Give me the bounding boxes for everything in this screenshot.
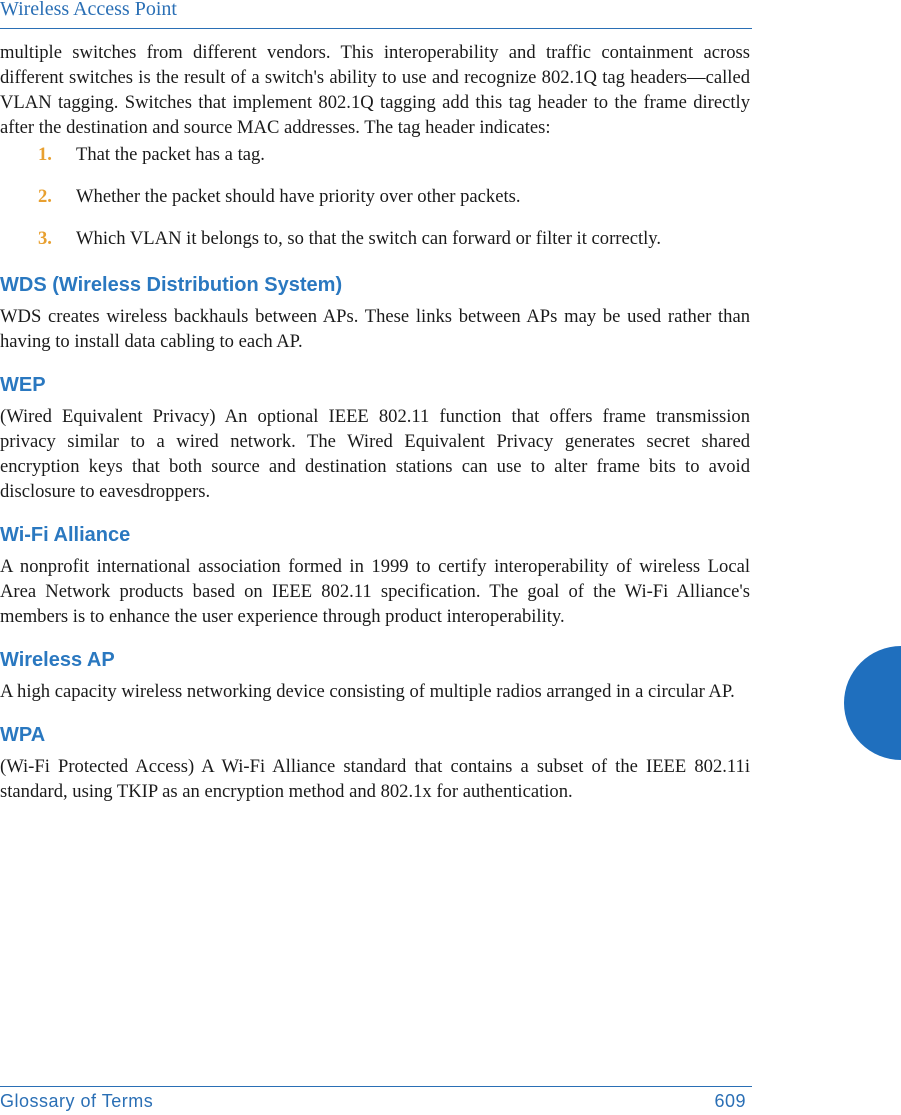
term-definition: A nonprofit international association formed in 1999 to certify interoperability of wireless Local Area Network products based on IEEE 802.11 specification. The goal of the Wi-Fi Alliance's members is to enhance the user experience through product interoperability.	[0, 556, 750, 627]
list-item-text: Which VLAN it belongs to, so that the switch can forward or filter it correctly.	[76, 228, 662, 249]
glossary-entry-wep	[0, 372, 750, 504]
glossary-entry-wpa	[0, 722, 750, 804]
term-definition: (Wired Equivalent Privacy) An optional IEEE 802.11 function that offers frame transmission privacy similar to a wired network. The Wired Equivalent Privacy generates secret shared encryption keys that both source and destination stations can use to alter frame bits to avoid disclosure to eavesdroppers.	[0, 406, 750, 502]
glossary-entry-wifi-alliance	[0, 522, 750, 629]
glossary-entry-wds	[0, 272, 750, 354]
list-number: 3.	[38, 228, 52, 249]
intro-paragraph: multiple switches from different vendors. This interoperability and traffic containment across different switches is the result of a switch's ability to use and recognize 802.1Q tag headers—called VLAN tagging. Switches that implement 802.1Q tagging add this tag header to the frame directly after the destination and source MAC addresses. The tag header indicates:	[0, 42, 750, 138]
term-heading: WEP	[0, 374, 46, 396]
term-definition: WDS creates wireless backhauls between APs. These links between APs may be used rather than having to install data cabling to each AP.	[0, 306, 750, 352]
list-item	[0, 224, 750, 254]
page-content	[0, 40, 750, 804]
list-number: 2.	[38, 186, 52, 207]
tag-header-list	[0, 140, 750, 254]
term-heading: WPA	[0, 724, 46, 746]
running-header	[0, 0, 752, 29]
list-item	[0, 182, 750, 212]
list-item-text: That the packet has a tag.	[76, 144, 265, 165]
term-definition: (Wi-Fi Protected Access) A Wi-Fi Alliance standard that contains a subset of the IEEE 802.11i standard, using TKIP as an encryption method and 802.1x for authentication.	[0, 756, 750, 802]
term-heading: Wireless AP	[0, 649, 115, 671]
page-number: 609	[714, 1091, 746, 1111]
footer-section-title: Glossary of Terms	[0, 1091, 154, 1111]
glossary-entry-wireless-ap	[0, 647, 750, 704]
term-definition: A high capacity wireless networking device consisting of multiple radios arranged in a circular AP.	[0, 681, 735, 702]
running-footer	[0, 1086, 752, 1115]
list-number: 1.	[38, 144, 52, 165]
term-heading: WDS (Wireless Distribution System)	[0, 274, 343, 296]
list-item-text: Whether the packet should have priority over other packets.	[76, 186, 521, 207]
chapter-tab-marker	[844, 646, 901, 760]
term-heading: Wi-Fi Alliance	[0, 524, 131, 546]
header-title: Wireless Access Point	[0, 0, 177, 20]
list-item	[0, 140, 750, 170]
